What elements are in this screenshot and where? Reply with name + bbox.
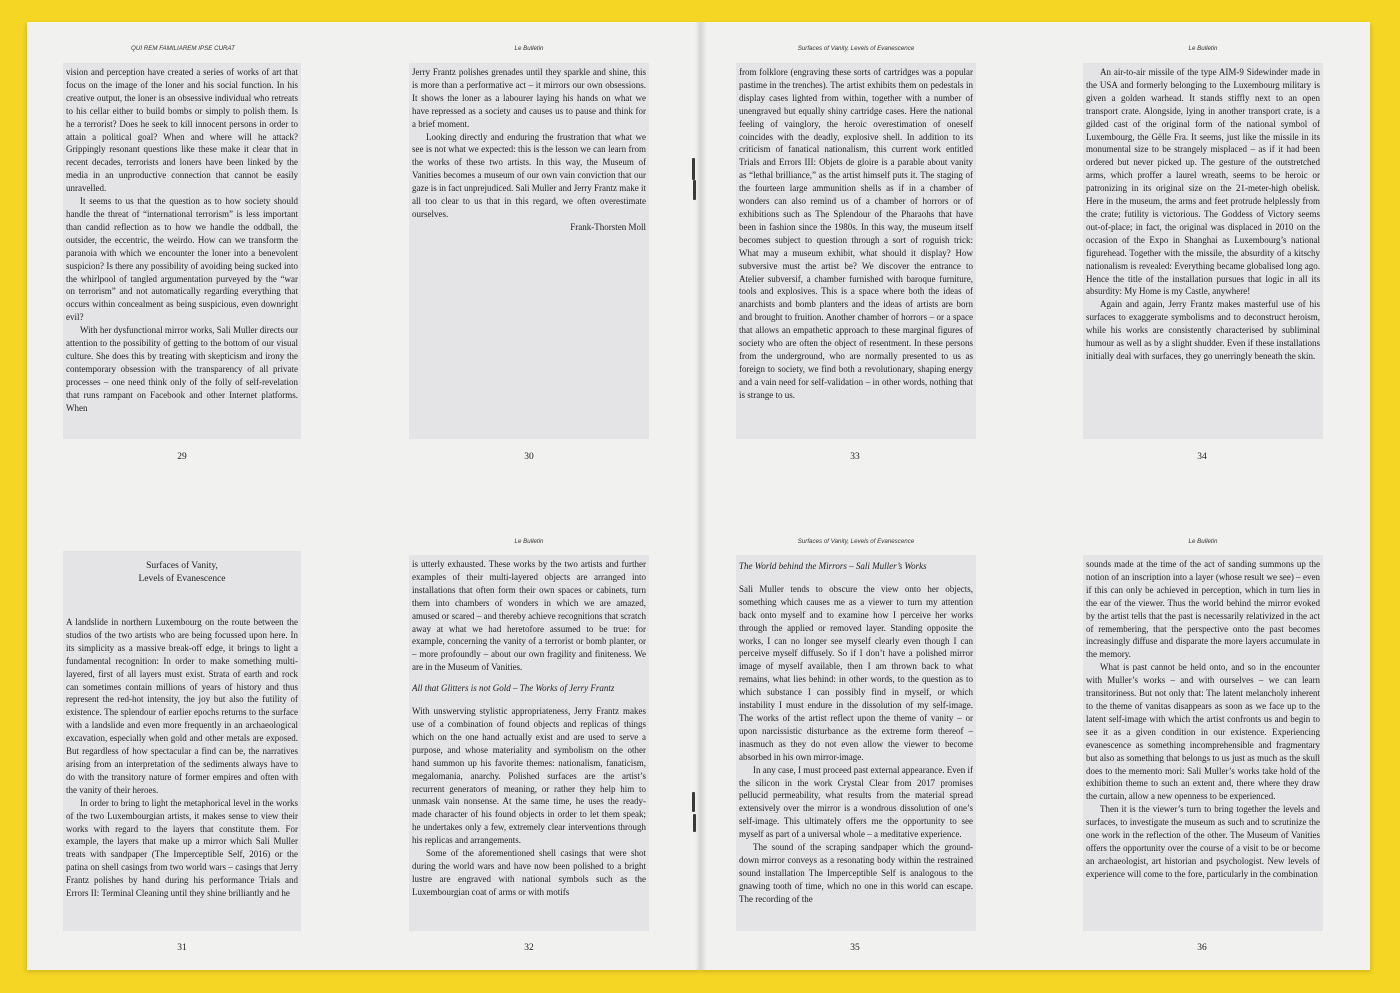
running-header: Le Bulletin [1188, 45, 1218, 52]
page-30-text [409, 63, 649, 439]
paragraph: In order to bring to light the metaphorical level in the works of the two Luxembourgian artists, it makes sense to view their works with regard to the layers that constitute them. For example, the layers that make up a mirror which Sali Muller treats with sandpaper (The Imperceptible Self, 2016) or the patina on shell casings from two world wars – casings that Jerry Frantz polishes by hand during his performance Trials and Errors II: Terminal Cleaning until they shine brilliantly and he [66, 797, 298, 899]
running-header: Surfaces of Vanity, Levels of Evanescence [797, 538, 915, 545]
paragraph: Sali Muller tends to obscure the view onto her objects, something which causes me as a viewer to turn my attention back onto myself and to examine how I perceive her works through the applied or removed layer. Standing opposite the works, I can no longer see myself clearly even though I can perceive myself diffusely. So if I don’t have a polished mirror image of myself available, then I am thrown back to what remains, what lies behind: in other words, to the question as to which substance I can possibly find in myself, or which instability I must endure in the dissolution of my self-image. The works of the artist reflect upon the theme of vanity – or upon narcissistic disturbance as the extreme form thereof – inasmuch as they do not even allow the viewer to become absorbed in his own mirror-image. [739, 583, 973, 762]
paragraph: from folklore (engraving these sorts of cartridges was a popular pastime in the trenches). The artist exhibits them on pedestals in display cases lighted from within, together with a number of unengraved but equally shiny cartridge cases. Here the national feeling of vainglory, the heroic overestimation of oneself coincides with the deadly, explosive shell. In addition to its criticism of fanatical nationalism, this current work entitled Trials and Errors III: Objets de gloire is a parable about vanity as “lethal brilliance,” as the artist himself puts it. The staging of the fourteen large ammunition shells as if in a chamber of wonders can also remind us of a chamber of horrors or of exhibitions such as The Splendour of the Pharaohs that have been in fashion since the 1980s. In this way, the museum itself becomes subject to question through a sort of roguish trick: What may a museum exhibit, what should it display? How subversive must the artist be? We discover the entrance to Atelier subversif, a chamber furnished with baroque furniture, tools and explosives. This is a space where both the ideas of anarchists and bomb planters and the ideas of artists are born and brought to fruition. Another chamber of horrors – or a space that allows an empathetic approach to these marginal figures of society who are often the object of resentment. In these persons from the underground, who are normally presented to us as foreign to society, we find both a revolutionary, shaping energy and a vain need for self-validation – in other words, nothing that is strange to us. [739, 67, 973, 400]
paragraph: sounds made at the time of the act of sanding summons up the notion of an inscription into a layer (whose result we see) – even if this can only be achieved in perception, which in turn lies in the ear of the viewer. Thus the world behind the mirror evoked by the artist tells that the past is necessarily relativized in the act of remembering, that the perspective onto the past becomes increasingly diffuse and disparate the more layers accumulate in the memory. [1086, 559, 1320, 660]
page-29-text [63, 63, 301, 439]
paragraph: Jerry Frantz polishes grenades until they sparkle and shine, this is more than a performative act – it mirrors our own obsessions. It shows the loner as a labourer laying his hands on what we have repressed as a society and causes us to pause and think for a brief moment. [412, 67, 646, 129]
page-31-text [63, 551, 301, 931]
paragraph: The sound of the scraping sandpaper which the ground-down mirror conveys as a resonating body within the restrained sound installation The Imperceptible Self is analogous to the gnawing tooth of time, which no one in this world can escape. The recording of the [739, 842, 973, 904]
paragraph: Then it is the viewer’s turn to bring together the levels and surfaces, to investigate the museum as such and to scrutinize the one work in the reflection of the other. The Museum of Vanities offers the opportunity over the course of a visit to be or become an archaeologist, art historian and psychologist. New levels of experience will come to the fore, particularly in the combination [1086, 804, 1320, 879]
paragraph: An air-to-air missile of the type AIM-9 Sidewinder made in the USA and formerly belonging to the Luxembourg military is given a golden warhead. It stands stiffly next to an open transport crate. Alongside, lying in another transport crate, is a gilded cast of the original form of the national symbol of Luxembourg, the Gëlle Fra. It seems, just like the missile in its monumental size to be strangely misplaced – as if it had been ordered but never picked up. The gesture of the outstretched arms, which proffer a laurel wreath, seems to be heroic or patronizing in its original size on the 21-meter-high obelisk. Here in the museum, the arms and feet protrude helplessly from the crate; futility is victorious. The Goddess of Victory seems out-of-place; in fact, the original was displaced in 2010 on the occasion of the Expo in Shanghai as Luxembourg’s national figurehead. Together with the missile, the absurdity of a kitschy nationalism is revealed: Everything became globalised long ago. Hence the title of the installation pursues that logic in all its absurdity: My Home is my Castle, anywhere! [1086, 67, 1320, 297]
paragraph: Some of the aforementioned shell casings that were shot during the world wars and have now been polished to a bright lustre are engraved with national symbols such as the Luxembourgian coat of arms or with motifs [412, 848, 646, 897]
author-signature: Frank-Thorsten Moll [570, 221, 646, 232]
page-34-text [1083, 63, 1323, 439]
page-number: 34 [1197, 452, 1207, 462]
title-line: Surfaces of Vanity, [146, 561, 218, 571]
section-subheading: The World behind the Mirrors – Sali Muller’s Works [739, 561, 927, 571]
staple [692, 158, 695, 180]
paragraph: is utterly exhausted. These works by the two artists and further examples of their multi-layered objects are arranged into installations that often form their own spaces or cabinets, turn them into chambers of wonders in which we are amazed, amused or scared – and thereby achieve recognitions that scratch away at what we had heretofore assumed to be true: for example, concerning the vanity of a terrorist or bomb planter, or – more profoundly – about our own fragility and finiteness. We are in the Museum of Vanities. [412, 559, 646, 673]
page-number: 29 [177, 452, 187, 462]
running-header: Le Bulletin [514, 45, 544, 52]
paragraph: Looking directly and enduring the frustration that what we see is not what we expected: this is the lesson we can learn from the works of these two artists. In this way, the Museum of Vanities becomes a museum of our own vain conviction that our gaze is in fact unprejudiced. Sali Muller and Jerry Frantz make it all too clear to us that in this regard, we often overestimate ourselves. [412, 131, 646, 219]
running-header: Le Bulletin [514, 538, 544, 545]
page-number: 35 [850, 943, 860, 953]
running-header: Surfaces of Vanity, Levels of Evanescence [797, 45, 915, 52]
staple [693, 814, 696, 832]
page-number: 32 [524, 943, 534, 953]
page-number: 36 [1197, 943, 1207, 953]
binding-gutter [695, 22, 707, 970]
page-36-text [1083, 555, 1323, 931]
staple [693, 180, 696, 200]
paragraph: With unswerving stylistic appropriateness, Jerry Frantz makes use of a combination of found objects and replicas of things which on the one hand actually exist and are used to serve a purpose, and whose materiality and symbolism on the other hand summon up his favorite themes: nationalism, fanaticism, megalomania, anarchy. Polished surfaces are the artist’s recurrent generators of meaning, or rather they help him to unmask vain nonsense. At the same time, he uses the ready-made character of his found objects in order to let them speak; he undertakes only a few, extremely clear interventions through his replicas and arrangements. [412, 706, 646, 846]
article-title [66, 560, 298, 586]
page-35-text [736, 555, 976, 931]
paragraph: It seems to us that the question as to how society should handle the threat of “international terrorism” is less important than candid reflection as to how we handle the oddball, the outsider, the eccentric, the weirdo. How can we transform the paranoia with which we encounter the loner into a benevolent suspicion? Is there any possibility of avoiding being sucked into the whirlpool of tangled argumentation purveyed by the “war on terrorism” and not automatically regarding everything that occurs within concealment as being suspicious, even downright evil? [66, 196, 298, 323]
running-header: Le Bulletin [1188, 538, 1218, 545]
section-subheading: All that Glitters is not Gold – The Works of Jerry Frantz [412, 683, 615, 694]
page-number: 30 [524, 452, 534, 462]
title-line: Levels of Evanescence [138, 574, 226, 584]
staple [692, 792, 695, 812]
page-number: 33 [850, 452, 860, 462]
running-header: QUI REM FAMILIAREM IPSE CURAT [131, 45, 235, 52]
paragraph: What is past cannot be held onto, and so in the encounter with Muller’s works – and with ourselves – we can learn transitoriness. But not only that: The latent melancholy inherent to the theme of vanitas disappears as soon as we face up to the latent self-image with which the artist confronts us and begin to see it as a given condition in our existence. Experiencing evanescence as something incomprehensible and fragmentary but also as something that belongs to us just as much as the skull does to the memento mori: Sali Muller’s works take hold of the exhibition theme to such an extent and, there where they draw the curtain, allow a new openness to be experienced. [1086, 662, 1320, 802]
paragraph: With her dysfunctional mirror works, Sali Muller directs our attention to the possibility of getting to the bottom of our visual culture. She does this by treating with skepticism and irony the contemporary obsession with the transparency of all private processes – one need think only of the folly of self-revelation that runs rampant on Facebook and other Internet platforms. When [66, 325, 298, 413]
page-32-text [409, 555, 649, 931]
paragraph: Again and again, Jerry Frantz makes masterful use of his surfaces to exaggerate symbolisms and to deconstruct heroism, while his works are consistently characterised by subliminal humour as well as by a slight shudder. Even if these installations initially deal with surfaces, they go unerringly beneath the skin. [1086, 299, 1320, 361]
paragraph: A landslide in northern Luxembourg on the route between the studios of the two artists who are being focussed upon here. In its simplicity as a massive break-off edge, it brings to light a fundamental recognition: In order to make something multi-layered, first of all layers must exist. Strata of earth and rock can sometimes contain millions of years of history and thus represent the red-hot intensity, the joy but also the futility of existence. The splendour of earlier epochs returns to the surface with a landslide and even more frequently in an archaeological excavation, especially when gold and other metals are exposed. But regardless of how spectacular a find can be, the narratives arising from an interpretation of the sediments always have to do with the transitory nature of former empires and often with the vanity of their heroes. [66, 617, 298, 795]
paragraph: In any case, I must proceed past external appearance. Even if the silicon in the work Crystal Clear from 2017 promises pellucid permeability, what results from the material spread extensively over the mirror is a wondrous dissolution of one’s self-image. This ultimately offers me the opportunity to see myself as part of a universal whole – a meditative experience. [739, 764, 973, 840]
page-33-text [736, 63, 976, 439]
paragraph: vision and perception have created a series of works of art that focus on the image of the loner and his social function. In his creative output, the loner is an obsessive individual who retreats to his cellar either to build bombs or simply to polish them. Is he a terrorist? Does he seek to kill innocent persons in order to attain a political goal? When and where will he attack? Grippingly resonant questions like these make it clear that in recent decades, terrorists and loners have been linked by the media in an unproductive connection that cannot be easily unravelled. [66, 67, 298, 194]
page-number: 31 [177, 943, 187, 953]
